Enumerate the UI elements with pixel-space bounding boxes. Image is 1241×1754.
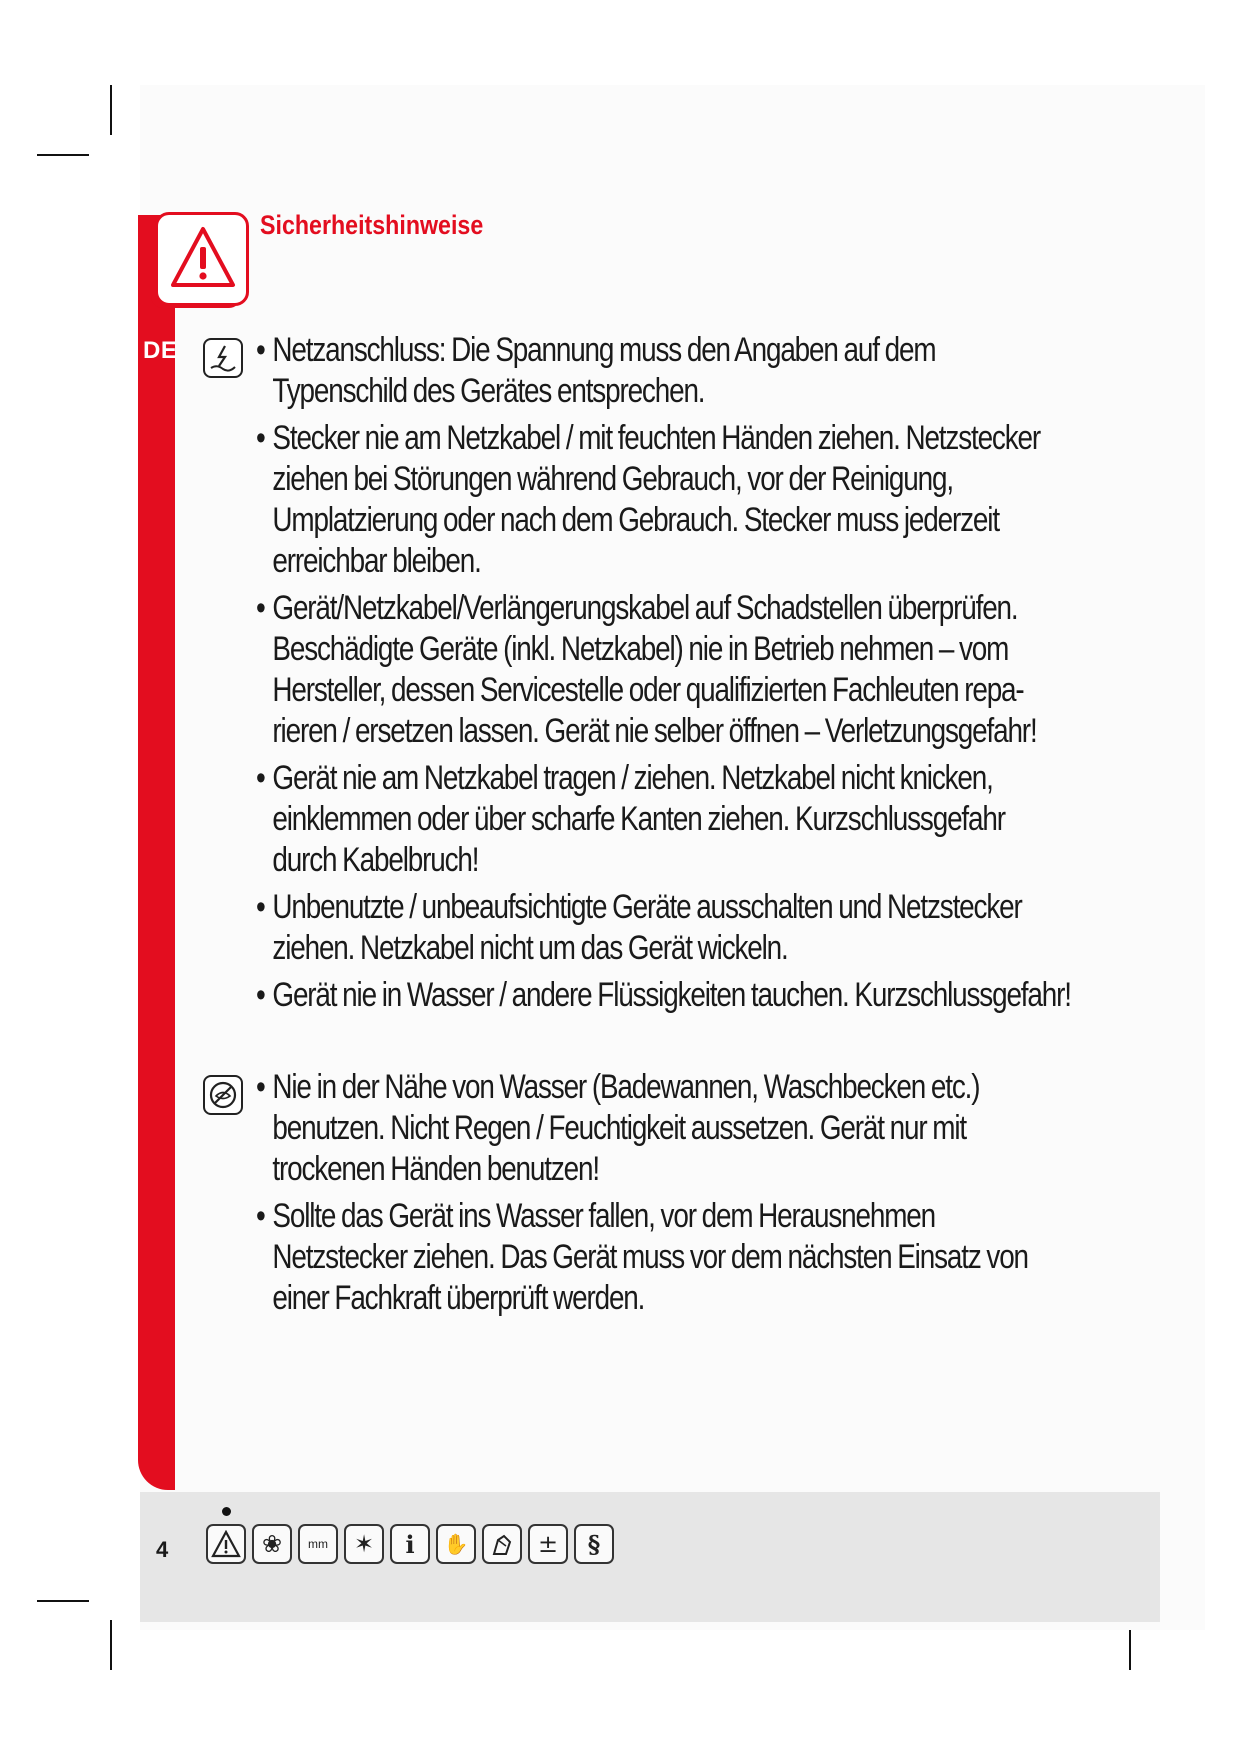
list-item: • Netzanschluss: Die Spannung muss den Angaben auf dem Typenschild des Gerätes entsprechen. <box>256 330 1072 412</box>
list-item: • Gerät nie am Netzkabel tragen / ziehen. Netzkabel nicht knicken, einklemmen oder über scharfe Kanten ziehen. Kurzschlussgefahr durch Kabelbruch! <box>256 758 1072 881</box>
current-section-indicator <box>222 1507 231 1516</box>
section-title: Sicherheitshinweise <box>260 210 484 240</box>
electric-plug-icon <box>203 338 243 378</box>
crop-mark <box>37 1600 89 1602</box>
warning-badge <box>155 212 249 306</box>
list-item: • Unbenutzte / unbeaufsichtigte Geräte ausschalten und Netzstecker ziehen. Netzkabel nicht um das Gerät wickeln. <box>256 887 1072 969</box>
hand-nav-icon[interactable]: ✋ <box>436 1524 476 1564</box>
plus-minus-nav-icon[interactable]: ± <box>528 1524 568 1564</box>
paragraph-nav-icon[interactable]: § <box>574 1524 614 1564</box>
list-item: • Stecker nie am Netzkabel / mit feuchten Händen ziehen. Netzstecker ziehen bei Störungen während Gebrauch, vor der Reinigung, Umplatzierung oder nach dem Gebrauch. Stecker muss jederzeit erreichbar bleiben. <box>256 418 1072 582</box>
flower-nav-icon[interactable]: ❀ <box>252 1524 292 1564</box>
cleaning-nav-icon[interactable] <box>482 1524 522 1564</box>
ruler-nav-icon[interactable] <box>298 1524 338 1564</box>
chapter-navigation <box>206 1524 614 1564</box>
list-item: • Gerät/Netzkabel/Verlängerungskabel auf Schadstellen überprüfen. Beschädigte Geräte (inkl. Netzkabel) nie in Betrieb nehmen – vom Hersteller, dessen Servicestelle oder qualifizierten Fachleuten repa-rieren / ersetzen lassen. Gerät nie selber öffnen – Verletzungsgefahr! <box>256 588 1072 752</box>
ruler-label: mm <box>308 1537 328 1551</box>
chapter-bar <box>138 215 178 1490</box>
info-nav-icon[interactable]: i <box>390 1524 430 1564</box>
list-item: • Gerät nie in Wasser / andere Flüssigkeiten tauchen. Kurzschlussgefahr! <box>256 975 1072 1016</box>
list-item: • Nie in der Nähe von Wasser (Badewannen, Waschbecken etc.) benutzen. Nicht Regen / Feuchtigkeit aussetzen. Gerät nur mit trockenen Händen benutzen! <box>256 1067 1072 1190</box>
warning-triangle-icon <box>168 223 238 293</box>
crop-mark <box>110 1620 112 1670</box>
water-safety-list <box>256 1067 1056 1325</box>
warning-nav-icon[interactable] <box>206 1524 246 1564</box>
page-number: 4 <box>156 1537 169 1562</box>
no-water-icon <box>203 1075 243 1115</box>
asterisk-nav-icon[interactable]: ✶ <box>344 1524 384 1564</box>
language-tag: DE <box>143 337 178 364</box>
list-item: • Sollte das Gerät ins Wasser fallen, vor dem Herausnehmen Netzstecker ziehen. Das Gerät muss vor dem nächsten Einsatz von einer Fachkraft überprüft werden. <box>256 1196 1072 1319</box>
crop-mark <box>37 154 89 156</box>
electrical-safety-list <box>256 330 1071 1022</box>
crop-mark <box>110 85 112 135</box>
